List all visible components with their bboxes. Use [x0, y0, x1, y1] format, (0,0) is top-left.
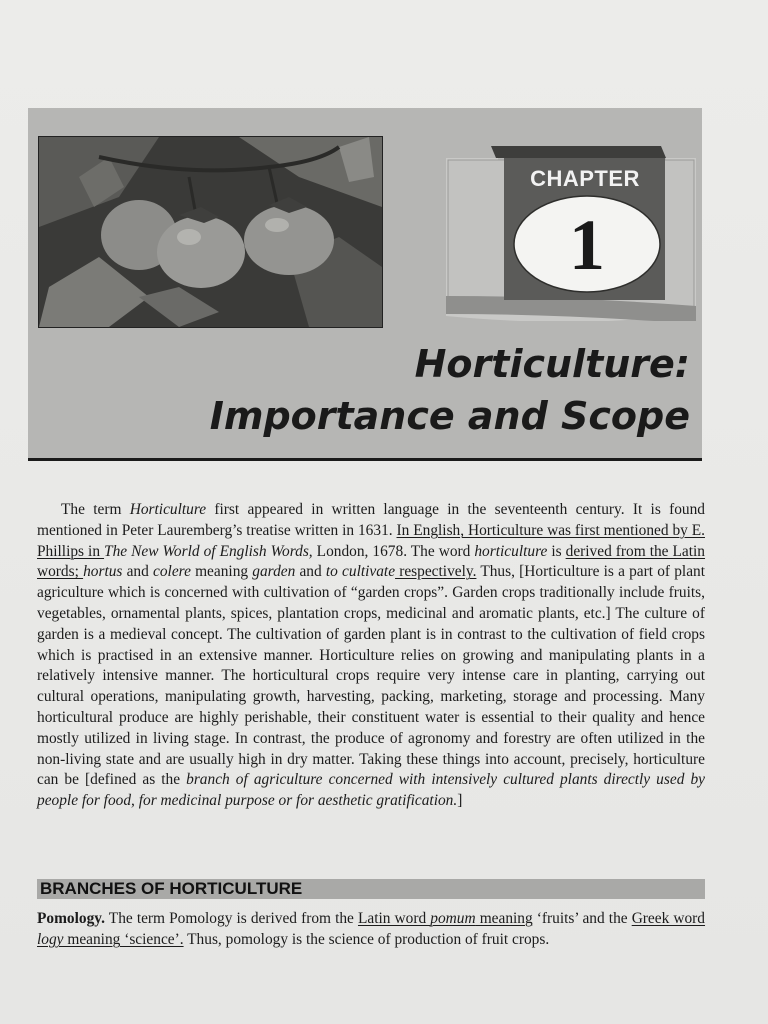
text-italic: Horticulture — [129, 501, 207, 518]
text-italic: horticulture — [474, 542, 548, 560]
text-run: and — [295, 563, 326, 581]
text-underlined: Latin word — [357, 910, 431, 927]
book-title: The New World of English Words, — [104, 542, 313, 560]
chapter-title — [210, 338, 690, 442]
pomology-paragraph — [37, 908, 705, 950]
text-run: ] — [457, 792, 463, 810]
latin-word: hortus — [83, 563, 123, 581]
text-run: Thus, pomology is the science of production of fruit crops. — [183, 931, 550, 948]
text-run: and — [122, 563, 154, 581]
text-underlined: respectively. — [395, 563, 477, 581]
text-run: The term — [61, 501, 130, 518]
text-run: ‘fruits’ and the — [532, 910, 632, 927]
text-underlined: In English, Horticulture was first mentioned by E. Phillips in — [37, 521, 705, 560]
chapter-title-line2: Importance and Scope — [209, 394, 690, 438]
text-run: Thus, [Horticulture is a part of plant agriculture which is concerned with cultivation of “garden crops”. Garden crops traditionally include fruits, vegetables, ornamental plants, spices, plantation crops, medicinal and aromatic plants, etc.] The culture of garden is a medieval concept. The cultivation of garden plant is in contrast to the cultivation of field crops which is practised in an extensive manner. Horticulture relies on growing and manipulating plants in a relatively intensive manner. The horticultural crops require very intense care in planting, carrying out cultural operations, manipulating growth, harvesting, packing, marketing, storage and processing. Many horticultural produce are highly perishable, their constituent water is essential to their quality and hence mostly utilized in living stage. In contrast, the produce of agronomy and forestry are often utilized in the non-living state and are usually high in dry matter. Taking these things into account, precisely, horticulture can be [defined as the — [37, 563, 705, 789]
intro-text — [37, 500, 705, 812]
latin-word: colere — [153, 563, 191, 581]
text-underlined: meaning — [475, 910, 533, 927]
definition-italic: branch of agriculture concerned with intensively cultured plants directly used by people for food, for medicinal purpose or for aesthetic gratification. — [37, 771, 705, 810]
section-heading: BRANCHES OF HORTICULTURE — [40, 879, 303, 898]
greek-word: logy — [37, 931, 64, 948]
text-run: is — [547, 542, 566, 560]
text-underlined: Greek word — [631, 910, 706, 927]
chapter-label: CHAPTER — [530, 166, 640, 191]
text-run: meaning — [190, 563, 253, 581]
latin-word: pomum — [430, 910, 476, 927]
chapter-number: 1 — [569, 204, 605, 285]
pomology-text — [37, 908, 705, 950]
chapter-title-line1: Horticulture: — [414, 342, 690, 386]
text-run: The term Pomology is derived from the — [104, 910, 358, 927]
tomato-photo — [38, 136, 383, 328]
text-underlined: meaning ‘science’. — [63, 931, 184, 948]
text-italic: garden — [252, 563, 296, 581]
text-italic: to cultivate — [325, 563, 396, 581]
pomology-term: Pomology. — [37, 910, 105, 927]
text-run: first appeared in written language in the seventeenth century. It is found mentioned in Peter Lauremberg’s treatise written in 1631. — [37, 501, 706, 539]
intro-paragraph — [37, 500, 705, 812]
text-underlined: derived from the Latin words; — [37, 542, 706, 581]
text-run: London, 1678. The word — [312, 542, 475, 560]
